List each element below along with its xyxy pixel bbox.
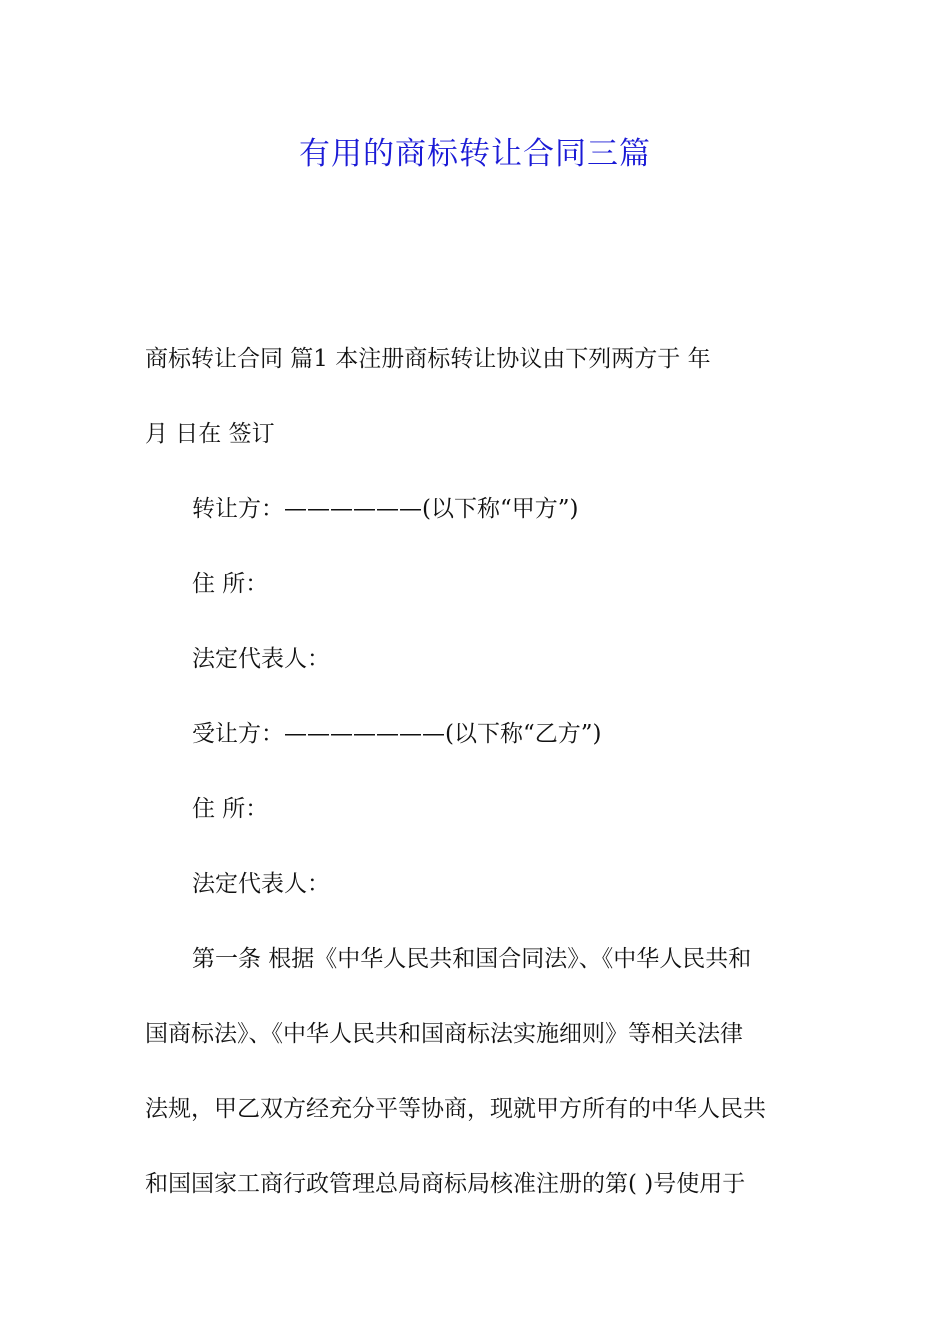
document-title: 有用的商标转让合同三篇 (299, 136, 651, 172)
transferee-representative-line: 法定代表人： (192, 871, 330, 897)
article-one-line: 第一条 根据《中华人民共和国合同法》、《中华人民共和 (192, 946, 752, 972)
paragraph-line: 和国国家工商行政管理总局商标局核准注册的第( )号使用于 (145, 1171, 746, 1197)
transferee-line: 受让方：———————(以下称“乙方”) (192, 721, 602, 747)
transferor-address-line: 住 所： (192, 571, 269, 597)
paragraph-line: 商标转让合同 篇1 本注册商标转让协议由下列两方于 年 (145, 346, 711, 372)
paragraph-line: 法规，甲乙双方经充分平等协商，现就甲方所有的中华人民共 (145, 1096, 766, 1122)
transferor-line: 转让方：——————(以下称“甲方”) (192, 496, 579, 522)
transferee-address-line: 住 所： (192, 796, 269, 822)
transferor-representative-line: 法定代表人： (192, 646, 330, 672)
paragraph-line: 月 日在 签订 (145, 421, 275, 447)
paragraph-line: 国商标法》、《中华人民共和国商标法实施细则》等相关法律 (145, 1021, 743, 1047)
